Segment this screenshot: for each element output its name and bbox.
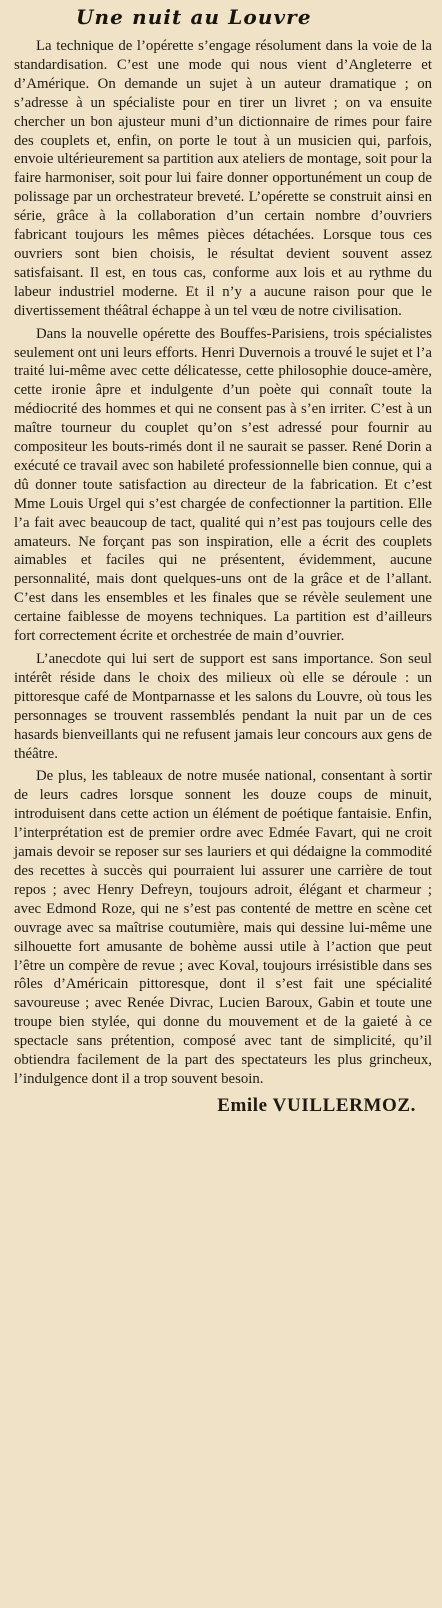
- author-signature: Emile VUILLERMOZ.: [217, 1094, 416, 1116]
- article-paragraph: De plus, les tableaux de notre musée national, consentant à sortir de leurs cadres lorsque sonnent les douze coups de minuit, introduisent dans cette action un élément de poétique fantaisie. Enfin, l’interprétation est de premier ordre avec Edmée Favart, qui ne croit jamais devoir se reposer sur ses lauriers et qui dédaigne la commodité des recettes à succès qui pourraient lui assurer une carrière de tout repos ; avec Henry Defreyn, toujours adroit, élégant et charmeur ; avec Edmond Roze, qui ne s’est pas contenté de mettre en scène cet ouvrage avec sa maîtrise coutumière, mais qui dessine lui-même une silhouette fort amusante de bohème aussi utile à l’action que peut l’être un compère de revue ; avec Koval, toujours irrésistible dans ses rôles d’Américain pittoresque, dont il s’est fait une spécialité savoureuse ; avec Renée Divrac, Lucien Baroux, Gabin et toute une troupe bien stylée, qui donne du mouvement et de la gaieté à ce spectacle sans prétention, composé avec tant de simplicité, qu’il obtiendra facilement de la part des spectateurs les plus grincheux, l’indulgence dont il a trop souvent besoin.: [14, 768, 432, 1087]
- article-paragraph: La technique de l’opérette s’engage résolument dans la voie de la standardisation. C’est une mode qui nous vient d’Angleterre et d’Amérique. On demande un sujet à un auteur dramatique ; on s’adresse à un spécialiste pour en tirer un livret ; on va ensuite chercher un bon ajusteur muni d’un dictionnaire de rimes pour faire des couplets et, enfin, on porte le tout à un musicien qui, parfois, envoie ultérieurement sa partition aux ateliers de montage, soit pour la faire harmoniser, soit pour lui faire donner opportunément un coup de polissage par un orchestrateur breveté. L’opérette se construit ainsi en série, grâce à la collaboration d’un certain nombre d’ouvriers fabricant toujours les mêmes pièces détachées. Lorsque tous ces ouvriers sont bien choisis, le résultat devient souvent assez satisfaisant. Il est, en tous cas, conforme aux lois et au rythme du labeur industriel moderne. Et il n’y a aucune raison pour que le divertissement théâtral échappe à un tel vœu de notre civilisation.: [14, 38, 432, 319]
- article-paragraph: L’anecdote qui lui sert de support est sans importance. Son seul intérêt réside dans le choix des milieux où elle se déroule : un pittoresque café de Montparnasse et les salons du Louvre, où tous les personnages se trouvent rassemblés pendant la nuit par un de ces hasards bienveillants qui ne refusent jamais leur concours aux gens de théâtre.: [14, 651, 432, 762]
- article-body: [14, 37, 432, 1089]
- article-title: Une nuit au Louvre: [76, 5, 312, 29]
- article-paragraph: Dans la nouvelle opérette des Bouffes-Parisiens, trois spécialistes seulement ont uni leurs efforts. Henri Duvernois a trouvé le sujet et l’a traité lui-même avec cette délicatesse, cette philosophie douce-amère, cette ironie âpre et indulgente d’un poète qui connaît toute la médiocrité des hommes et qui ne consent pas à s’en irriter. C’est à un maître tourneur du couplet qu’on s’est adressé pour fournir au compositeur les bouts-rimés dont il ne saurait se passer. René Dorin a exécuté ce travail avec son habileté professionnelle bien connue, qui a dû donner toute satisfaction au directeur de la fabrication. Et c’est Mme Louis Urgel qui s’est chargée de confectionner la partition. Elle l’a fait avec beaucoup de tact, qualité qui n’est pas toujours celle des amateurs. Ne forçant pas son inspiration, elle a écrit des couplets aimables et faciles qui ne présentent, évidemment, aucune personnalité, mais dont quelques-uns ont de la grâce et de l’allant. C’est dans les ensembles et les finales que se révèle seulement une certaine faiblesse de moyens techniques. La partition est d’ailleurs fort correctement écrite et orchestrée de main d’ouvrier.: [14, 325, 432, 645]
